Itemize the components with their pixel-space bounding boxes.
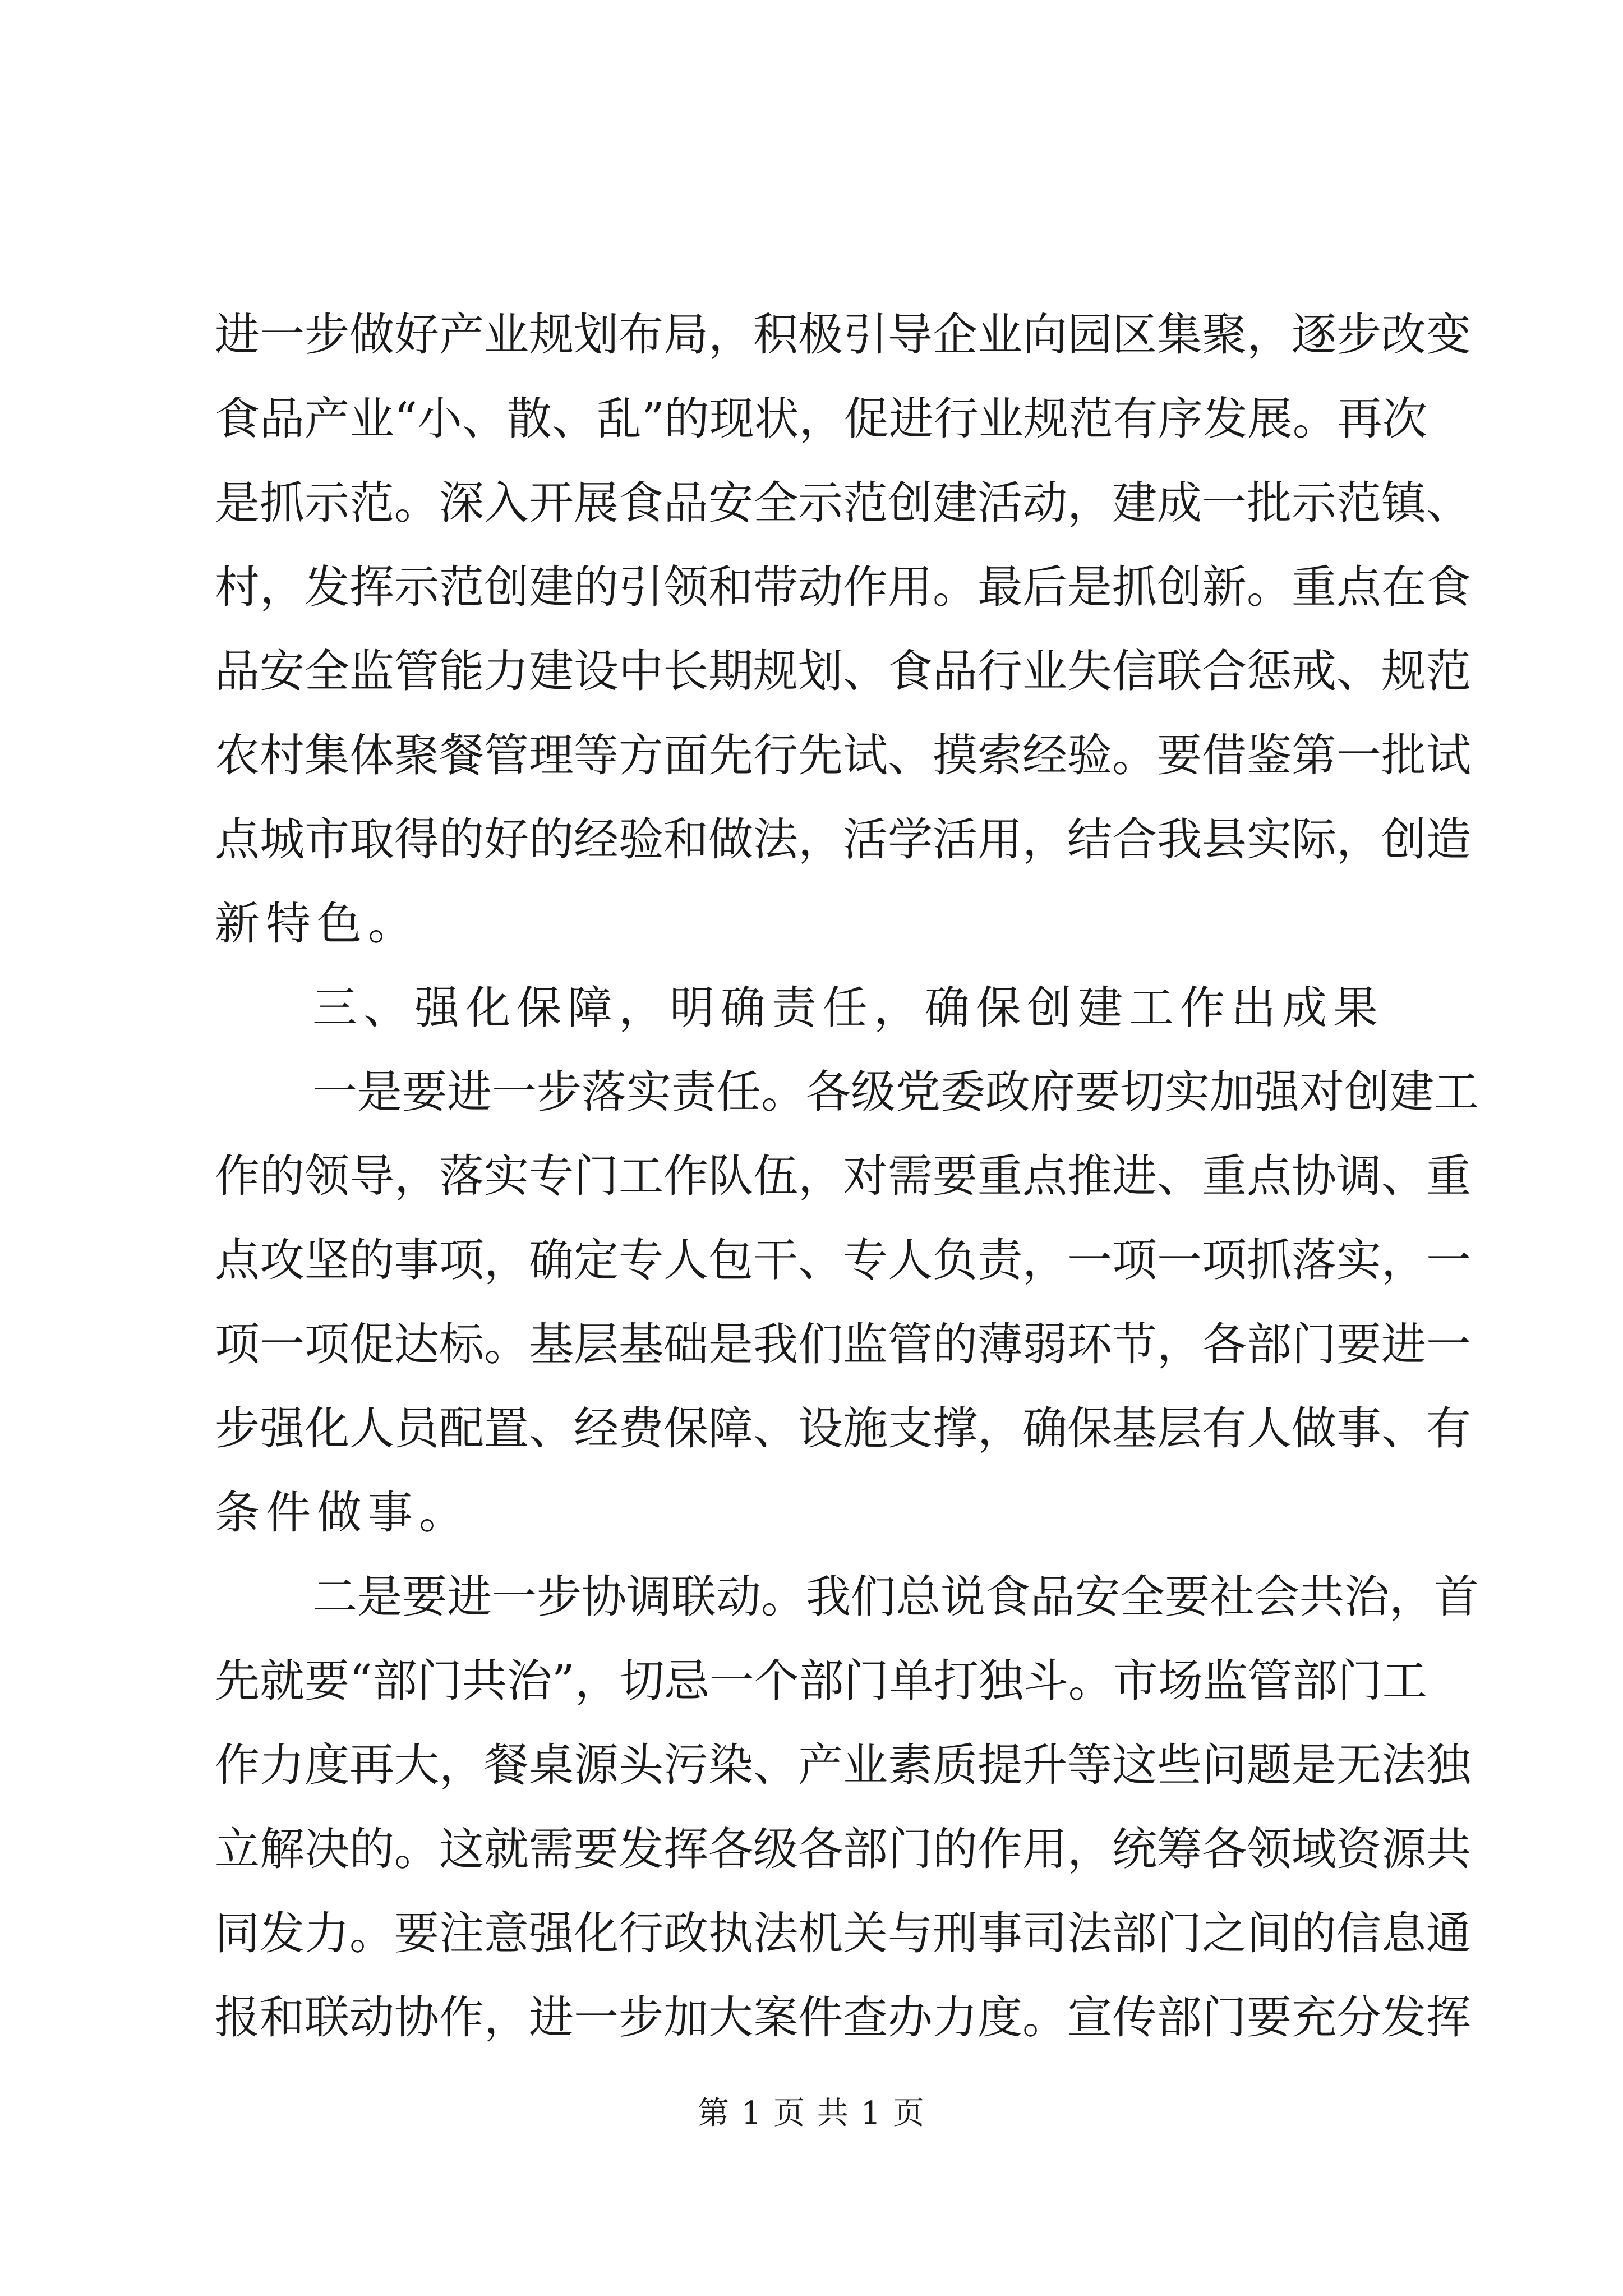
text-line: 村，发挥示范创建的引领和带动作用。最后是抓创新。重点在食 [215, 561, 1471, 613]
text-line: 立解决的。这就需要发挥各级各部门的作用，统筹各领域资源共 [215, 1823, 1471, 1875]
document-body [215, 293, 1479, 2060]
text-line: 同发力。要注意强化行政执法机关与刑事司法部门之间的信息通 [215, 1907, 1471, 1959]
text-line: 是抓示范。深入开展食品安全示范创建活动，建成一批示范镇、 [215, 477, 1471, 529]
page-footer: 第 1 页 共 1 页 [697, 2095, 926, 2132]
text-line: 条件做事。 [215, 1487, 470, 1539]
text-line: 食品产业“小、散、乱”的现状，促进行业规范有序发展。再次 [215, 393, 1427, 445]
text-line: 项一项促达标。基层基础是我们监管的薄弱环节，各部门要进一 [215, 1318, 1471, 1370]
text-line: 点城市取得的好的经验和做法，活学活用，结合我县实际，创造 [215, 813, 1471, 866]
section-heading: 三、强化保障，明确责任，确保创建工作出成果 [312, 982, 1384, 1034]
text-line: 作的领导，落实专门工作队伍，对需要重点推进、重点协调、重 [215, 1150, 1471, 1202]
paragraph-first-line: 一是要进一步落实责任。各级党委政府要切实加强对创建工 [312, 1066, 1479, 1118]
text-line: 报和联动协作，进一步加大案件查办力度。宣传部门要充分发挥 [215, 1991, 1471, 2044]
text-line: 作力度再大，餐桌源头污染、产业素质提升等这些问题是无法独 [215, 1739, 1471, 1791]
text-line: 品安全监管能力建设中长期规划、食品行业失信联合惩戒、规范 [215, 645, 1471, 697]
text-line: 步强化人员配置、经费保障、设施支撑，确保基层有人做事、有 [215, 1402, 1471, 1455]
text-line: 农村集体聚餐管理等方面先行先试、摸索经验。要借鉴第一批试 [215, 729, 1471, 781]
paragraph-first-line: 二是要进一步协调联动。我们总说食品安全要社会共治，首 [312, 1571, 1479, 1623]
text-line: 新特色。 [215, 898, 419, 950]
text-line: 先就要“部门共治”，切忌一个部门单打独斗。市场监管部门工 [215, 1655, 1427, 1707]
text-line: 点攻坚的事项，确定专人包干、专人负责，一项一项抓落实，一 [215, 1234, 1471, 1286]
text-line: 进一步做好产业规划布局，积极引导企业向园区集聚，逐步改变 [215, 309, 1471, 361]
